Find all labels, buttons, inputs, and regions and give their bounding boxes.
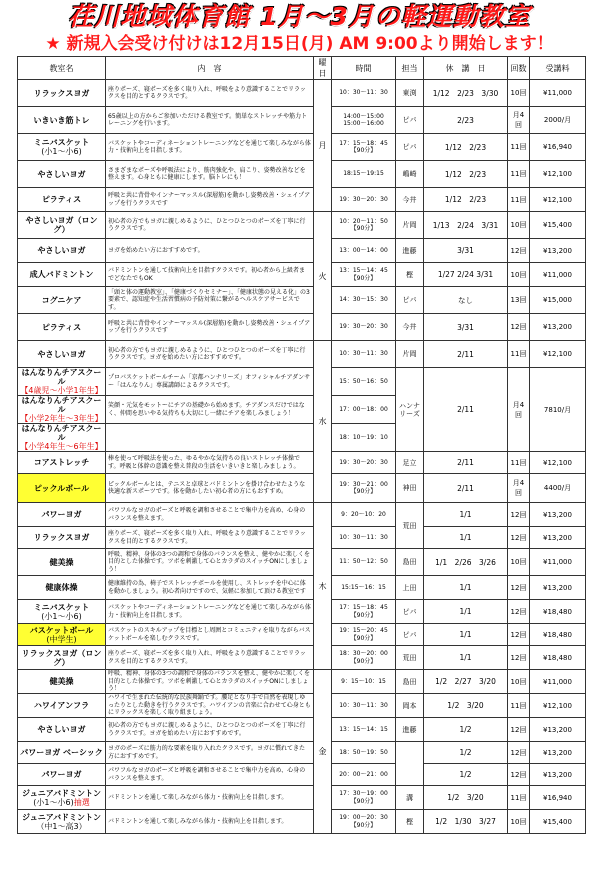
- table-row: [18, 810, 586, 834]
- class-time: 14：30～15：30: [332, 287, 396, 314]
- fee: ¥16,940: [530, 786, 586, 810]
- instructor: 島田: [396, 670, 424, 694]
- class-time: 11：50～12：50: [332, 549, 396, 576]
- class-name-main: ハワイアンフラ: [33, 701, 90, 710]
- instructor: 東渕: [396, 80, 424, 107]
- fee: ¥11,000: [530, 80, 586, 107]
- class-name-main: パワーヨガ: [41, 770, 82, 779]
- class-time: 19：00～20：30 【90分】: [332, 810, 396, 834]
- table-row: [18, 368, 586, 396]
- class-description: 初心者の方でもヨガに親しめるように、ひとつひとつのポーズを丁寧に行うクラスです。: [106, 212, 314, 239]
- table-row: [18, 600, 586, 624]
- fee: ¥12,100: [530, 188, 586, 212]
- fee: ¥11,000: [530, 263, 586, 287]
- session-count: 11回: [508, 134, 530, 161]
- session-count: 10回: [508, 810, 530, 834]
- class-description: 呼吸、精神、身体の3つの調和で身体のバランスを整え、健やかに楽しくを目的とした体操です。ツボを刺激して心とカラダのスイッチONにしましょう！: [106, 549, 314, 576]
- class-name[interactable]: [18, 341, 106, 368]
- class-description: 座りポーズ、寝ポーズを多く取り入れ、呼吸をより意識することでリラックスを目的とするクラスです。: [106, 80, 314, 107]
- class-description: [106, 424, 314, 452]
- col-header: 休 講 日: [424, 57, 508, 80]
- fee: ¥12,100: [530, 161, 586, 188]
- class-name[interactable]: [18, 527, 106, 549]
- instructor: 荒田: [396, 646, 424, 670]
- class-name-main: 健美操: [49, 677, 74, 686]
- instructor: 今井: [396, 314, 424, 341]
- class-time: 15:15～16：15: [332, 576, 396, 600]
- header-row: [18, 57, 586, 80]
- col-header: 担当: [396, 57, 424, 80]
- class-name-sub: 【4歳児～小学1年生】: [20, 386, 103, 395]
- class-time: 19：30～21：00 【90分】: [332, 474, 396, 503]
- class-name-sub: (小1～小6): [41, 147, 82, 156]
- class-description: ヨガのポーズに筋力的な要素を取り入れたクラスです。ヨガに慣れてきた方におすすめです。: [106, 742, 314, 764]
- class-name-main: やさしいヨガ: [37, 725, 86, 734]
- session-count: 10回: [508, 670, 530, 694]
- table-row: [18, 188, 586, 212]
- class-description: バスケットやコーディネーショントレーニングなどを通じて楽しみながら体力・技術向上を目指します。: [106, 134, 314, 161]
- class-time: 13：00～14：00: [332, 239, 396, 263]
- class-description: 65歳以上の方からご参加いただける教室です。簡単なストレッチや筋力トレーニングを行います。: [106, 107, 314, 134]
- fee: ¥13,200: [530, 764, 586, 786]
- class-name-sub: (小1～小6)抽選: [33, 797, 90, 807]
- class-description: バスケットのスキルアップを目標とし周囲とコミュニティを取りながらバスケットボールを楽しむクラスです。: [106, 624, 314, 646]
- class-name[interactable]: [18, 188, 106, 212]
- session-count: 13回: [508, 287, 530, 314]
- class-name[interactable]: [18, 764, 106, 786]
- col-header: 曜日: [314, 57, 332, 80]
- class-description: プロバスケットボールチーム「京都ハンナリーズ」オフィシャルチアダンサー「はんなりん」専属講師によるクラスです。: [106, 368, 314, 396]
- class-time: 9：20～10：20: [332, 503, 396, 527]
- col-header: 内 容: [106, 57, 314, 80]
- table-row: [18, 452, 586, 474]
- class-name[interactable]: [18, 161, 106, 188]
- instructor: ピパ: [396, 624, 424, 646]
- instructor: [396, 742, 424, 786]
- class-name-main: パワーヨガ ベーシック: [20, 748, 103, 757]
- class-description: 呼吸と共に背骨やインナーマッスル(深層筋)を動かし姿勢改善・シェイプアップを行うクラスです: [106, 188, 314, 212]
- class-name[interactable]: [18, 646, 106, 670]
- instructor: 嶋崎: [396, 161, 424, 188]
- class-description: 健康維持の為、椅子でストレッチボールを使用し、ストレッチを中心に体を動かしましょう。初心者向けですので、気軽に参加して頂ける教室です: [106, 576, 314, 600]
- fee: ¥13,200: [530, 314, 586, 341]
- class-description: バドミントンを通して技術向上を目指すクラスです。初心者から上級者までどなたでもOK: [106, 263, 314, 287]
- class-name[interactable]: [18, 212, 106, 239]
- class-time: 17：30～19：00 【90分】: [332, 786, 396, 810]
- notice-banner: ★ 新規入会受け付けは12月15日(月) AM 9:00より開始します！: [45, 34, 554, 54]
- class-name[interactable]: [18, 694, 106, 718]
- class-time: 18：50～19：50: [332, 742, 396, 764]
- session-count: 12回: [508, 239, 530, 263]
- class-time: 18:15～19:15: [332, 161, 396, 188]
- fee: ¥13,200: [530, 239, 586, 263]
- class-name[interactable]: [18, 107, 106, 134]
- instructor: 進藤: [396, 718, 424, 742]
- holidays: 1/27 2/24 3/31: [424, 263, 508, 287]
- session-count: 12回: [508, 764, 530, 786]
- class-time: 9：15～10：15: [332, 670, 396, 694]
- col-header: 教室名: [18, 57, 106, 80]
- class-name-sub: (中学生): [46, 634, 77, 644]
- class-name[interactable]: [18, 134, 106, 161]
- session-count: 12回: [508, 646, 530, 670]
- instructor: 片岡: [396, 341, 424, 368]
- session-count: 月4回: [508, 107, 530, 134]
- session-count: 12回: [508, 600, 530, 624]
- table-row: [18, 287, 586, 314]
- table-row: [18, 503, 586, 527]
- instructor: 神田: [396, 474, 424, 503]
- class-name-main: ミニバスケット: [33, 138, 90, 147]
- instructor: ピパ: [396, 287, 424, 314]
- class-time: 19：15～20：45 【90分】: [332, 624, 396, 646]
- class-time: 10：30～11：30: [332, 80, 396, 107]
- table-row: [18, 742, 586, 764]
- fee: ¥12,100: [530, 341, 586, 368]
- session-count: 10回: [508, 549, 530, 576]
- class-time: 10：30～11：30: [332, 527, 396, 549]
- class-name-sub: 【小学2年生～3年生】: [20, 414, 103, 423]
- instructor: ピパ: [396, 107, 424, 134]
- session-count: 12回: [508, 503, 530, 527]
- session-count: 12回: [508, 314, 530, 341]
- session-count: 11回: [508, 786, 530, 810]
- session-count: 12回: [508, 576, 530, 600]
- class-name[interactable]: [18, 742, 106, 764]
- class-name-main: ジュニアバドミントン: [21, 812, 102, 822]
- class-name[interactable]: [18, 786, 106, 810]
- fee: ¥15,000: [530, 287, 586, 314]
- class-time: 17：15～18：45 【90分】: [332, 600, 396, 624]
- class-description: バドミントンを通して楽しみながら体力・技術向上を目指します。: [106, 786, 314, 810]
- session-count: 月4回: [508, 474, 530, 503]
- table-row: [18, 694, 586, 718]
- class-name-main: ジュニアバドミントン: [21, 788, 102, 798]
- class-description: ヨガを始めたい方におすすめです。: [106, 239, 314, 263]
- class-name-main: やさしいヨガ: [37, 169, 86, 179]
- table-row: [18, 527, 586, 549]
- table-row: [18, 576, 586, 600]
- holidays: 1/1: [424, 624, 508, 646]
- class-time: 13：15～14：15: [332, 718, 396, 742]
- holidays: 2/23: [424, 107, 508, 134]
- class-name-main: はんなりんチアスクール: [21, 368, 102, 386]
- weekday: 木: [314, 503, 332, 670]
- table-row: [18, 107, 586, 134]
- class-name-main: はんなりんチアスクール: [21, 396, 102, 414]
- class-name[interactable]: [18, 503, 106, 527]
- class-description: 呼吸と共に背骨やインナーマッスル(深層筋)を動かし姿勢改善・シェイプアップを行うクラスです: [106, 314, 314, 341]
- class-description: ハワイで生まれた伝統的な民族舞踊です。腰足となり手で自然を表現しゆったりとした動きを行うクラスです。ハワイアンの音楽に合わせて心身ともにリラックスを楽しく取り組ましょう。: [106, 694, 314, 718]
- instructor: 樫: [396, 263, 424, 287]
- class-name-main: ピックルボール: [33, 483, 90, 493]
- class-name-main: 健美操: [49, 557, 74, 567]
- weekday: 水: [314, 341, 332, 503]
- class-time: 19：30～20：30: [332, 314, 396, 341]
- table-row: [18, 161, 586, 188]
- table-row: [18, 670, 586, 694]
- table-row: [18, 212, 586, 239]
- session-count: 12回: [508, 624, 530, 646]
- session-count: 11回: [508, 188, 530, 212]
- instructor: ピパ: [396, 600, 424, 624]
- instructor: 島田: [396, 549, 424, 576]
- fee: ¥18,480: [530, 600, 586, 624]
- class-name-main: バスケットボール: [29, 625, 94, 635]
- holidays: 1/13 2/24 3/31: [424, 212, 508, 239]
- holidays: 1/1: [424, 576, 508, 600]
- class-name-sub: (小1～小6): [41, 611, 82, 621]
- table-row: [18, 314, 586, 341]
- holidays: 1/12 2/23: [424, 134, 508, 161]
- fee: ¥15,400: [530, 212, 586, 239]
- class-name-main: やさしいヨガ: [37, 246, 86, 255]
- table-row: [18, 80, 586, 107]
- session-count: 11回: [508, 161, 530, 188]
- holidays: 2/11: [424, 368, 508, 452]
- class-name-sub: 【小学4年生～6年生】: [20, 442, 103, 451]
- class-name-main: リラックスヨガ: [33, 533, 90, 542]
- table-row: [18, 474, 586, 503]
- class-name-main: リラックスヨガ（ロング）: [21, 648, 102, 667]
- fee: ¥11,000: [530, 549, 586, 576]
- weekday: 金: [314, 670, 332, 834]
- table-row: [18, 239, 586, 263]
- class-time: 19：30～20：30: [332, 188, 396, 212]
- class-time: 10：30～11：30: [332, 694, 396, 718]
- class-name[interactable]: [18, 452, 106, 474]
- table-row: [18, 718, 586, 742]
- class-name-main: ピラティス: [41, 322, 82, 332]
- class-name[interactable]: [18, 239, 106, 263]
- class-description: 笑顔・元気をモットーにチアの基礎から始めます。チアダンスだけではなく、仲間を思いやる気持ちも大切にし一緒にチアを楽しみましょう！: [106, 396, 314, 424]
- class-time: 10：30～11：30: [332, 341, 396, 368]
- class-name[interactable]: [18, 287, 106, 314]
- session-count: 11回: [508, 452, 530, 474]
- fee: 2000/月: [530, 107, 586, 134]
- holidays: 2/11: [424, 452, 508, 474]
- class-name-main: やさしいヨガ: [37, 349, 86, 359]
- class-time: 10：20～11：50 【90分】: [332, 212, 396, 239]
- class-name[interactable]: [18, 810, 106, 834]
- class-time: 20：00～21：00: [332, 764, 396, 786]
- class-time: 17：00～18：00: [332, 396, 396, 424]
- class-description: 呼吸、精神、身体の3つの調和で身体のバランスを整え、健やかに楽しくを目的とした体操です。ツボを刺激して心とカラダのスイッチONにしましょう！: [106, 670, 314, 694]
- class-time: 14:00～15:00 15:00～16:00: [332, 107, 396, 134]
- table-row: [18, 263, 586, 287]
- col-header: 時間: [332, 57, 396, 80]
- session-count: 12回: [508, 718, 530, 742]
- instructor: ハンナリーズ: [396, 368, 424, 452]
- class-time: 18：10～19：10: [332, 424, 396, 452]
- holidays: 1/1: [424, 503, 508, 527]
- fee: 7810/月: [530, 368, 586, 452]
- class-description: 「頭と体の運動教室」、「健康づくりセミナー」、「健康状態の見える化」の3要素で、認知症や生活習慣病の予防対策に繋がるヘルスケアサービスです。: [106, 287, 314, 314]
- class-name[interactable]: [18, 263, 106, 287]
- table-row: [18, 786, 586, 810]
- class-name-main: ピラティス: [41, 195, 82, 204]
- instructor: ピパ: [396, 134, 424, 161]
- holidays: 1/2: [424, 764, 508, 786]
- class-name[interactable]: [18, 396, 106, 424]
- class-name-main: コアストレッチ: [33, 458, 90, 467]
- holidays: 2/11: [424, 341, 508, 368]
- session-count: 12回: [508, 742, 530, 764]
- fee: ¥18,480: [530, 624, 586, 646]
- class-name[interactable]: [18, 576, 106, 600]
- class-time: 19：30～20：30: [332, 452, 396, 474]
- holidays: 1/1: [424, 646, 508, 670]
- weekday: 火: [314, 212, 332, 341]
- session-count: 12回: [508, 527, 530, 549]
- weekday: 月: [314, 80, 332, 212]
- session-count: 11回: [508, 341, 530, 368]
- holidays: 1/2 1/30 3/27: [424, 810, 508, 834]
- class-name-main: リラックスヨガ: [33, 88, 90, 98]
- class-name-main: コグニケア: [41, 295, 82, 305]
- instructor: 片岡: [396, 212, 424, 239]
- class-time: 18：30～20：00 【90分】: [332, 646, 396, 670]
- holidays: 1/12 2/23 3/30: [424, 80, 508, 107]
- fee: ¥18,480: [530, 646, 586, 670]
- class-description: 棒を使って呼吸法を使った、ゆるやかな気持ちの良いストレッチ体操です。呼吸と体幹の意識を整え普段の生活をいきいきと楽しみましょう。: [106, 452, 314, 474]
- class-name[interactable]: [18, 474, 106, 503]
- holidays: 3/31: [424, 239, 508, 263]
- holidays: 1/2: [424, 718, 508, 742]
- class-name-main: はんなりんチアスクール: [21, 424, 102, 442]
- holidays: 1/1 2/26 3/26: [424, 549, 508, 576]
- table-row: [18, 549, 586, 576]
- fee: ¥13,200: [530, 576, 586, 600]
- class-name[interactable]: [18, 600, 106, 624]
- class-description: 初心者の方でもヨガに親しめるように、ひとつひとつのポーズを丁寧に行うクラスです。ヨガを始めたい方におすすめです。: [106, 718, 314, 742]
- class-description: さまざまなポーズや呼吸法により、筋肉強化や、肩こり、姿勢改善などを整えます。心身ともに健康にします。脳トレにも！: [106, 161, 314, 188]
- col-header: 回数: [508, 57, 530, 80]
- class-description: パワフルなヨガのポーズと呼吸を調和させることで集中力を高め、心身のバランスを整えます。: [106, 503, 314, 527]
- class-name-main: ミニバスケット: [33, 602, 90, 612]
- holidays: 1/12 2/23: [424, 188, 508, 212]
- class-time: 13：15～14：45 【90分】: [332, 263, 396, 287]
- class-name[interactable]: [18, 670, 106, 694]
- class-name-main: 健康体操: [45, 583, 78, 592]
- class-name[interactable]: [18, 314, 106, 341]
- class-description: 座りポーズ、寝ポーズを多く取り入れ、呼吸をより意識することでリラックスを目的とするクラスです。: [106, 646, 314, 670]
- instructor: 岡本: [396, 694, 424, 718]
- class-description: パワフルなヨガのポーズと呼吸を調和させることで集中力を高め、心身のバランスを整えます。: [106, 764, 314, 786]
- class-name[interactable]: [18, 80, 106, 107]
- class-description: バスケットやコーディネーショントレーニングなどを通じて楽しみながら体力・技術向上を目指します。: [106, 600, 314, 624]
- holidays: 1/2: [424, 742, 508, 764]
- class-name-main: やさしいヨガ（ロング）: [25, 216, 98, 234]
- class-name-sub: （中1～高3）: [36, 821, 87, 831]
- table-row: [18, 341, 586, 368]
- holidays: 3/31: [424, 314, 508, 341]
- fee: ¥15,400: [530, 810, 586, 834]
- class-name-main: パワーヨガ: [41, 510, 82, 519]
- col-header: 受講料: [530, 57, 586, 80]
- page-title: 荏川地域体育館 1月～3月の軽運動教室: [68, 2, 531, 31]
- class-name[interactable]: [18, 624, 106, 646]
- instructor: 樫: [396, 810, 424, 834]
- class-name[interactable]: [18, 424, 106, 452]
- instructor: 上田: [396, 576, 424, 600]
- session-count: 10回: [508, 263, 530, 287]
- instructor: 足立: [396, 452, 424, 474]
- session-count: 月4回: [508, 368, 530, 452]
- fee: ¥12,100: [530, 452, 586, 474]
- holidays: なし: [424, 287, 508, 314]
- table-row: [18, 624, 586, 646]
- fee: ¥13,200: [530, 527, 586, 549]
- instructor: 今井: [396, 188, 424, 212]
- holidays: 1/12 2/23: [424, 161, 508, 188]
- lottery-label: 抽選: [73, 797, 90, 807]
- class-time: 15：50～16：50: [332, 368, 396, 396]
- instructor: 溝: [396, 786, 424, 810]
- holidays: 1/1: [424, 600, 508, 624]
- holidays: 1/2 3/20: [424, 694, 508, 718]
- holidays: 1/2 3/20: [424, 786, 508, 810]
- schedule-table: [17, 56, 586, 834]
- class-description: バドミントンを通して楽しみながら体力・技術向上を目指します。: [106, 810, 314, 834]
- table-row: [18, 764, 586, 786]
- instructor: 進藤: [396, 239, 424, 263]
- table-row: [18, 134, 586, 161]
- class-name-main: いきいき筋トレ: [33, 115, 90, 125]
- session-count: 10回: [508, 212, 530, 239]
- class-name[interactable]: [18, 718, 106, 742]
- session-count: 11回: [508, 694, 530, 718]
- fee: ¥16,940: [530, 134, 586, 161]
- class-description: 初心者の方でもヨガに親しめるように、ひとつひとつのポーズを丁寧に行うクラスです。ヨガを始めたい方におすすめです。: [106, 341, 314, 368]
- holidays: 2/11: [424, 474, 508, 503]
- holidays: 1/1: [424, 527, 508, 549]
- fee: ¥12,100: [530, 694, 586, 718]
- fee: ¥13,200: [530, 718, 586, 742]
- fee: ¥11,000: [530, 670, 586, 694]
- session-count: 10回: [508, 80, 530, 107]
- class-name-main: 成人バドミントン: [29, 270, 94, 279]
- fee: ¥13,200: [530, 742, 586, 764]
- class-description: 座りポーズ、寝ポーズを多く取り入れ、呼吸をより意識することでリラックスを目的とするクラスです。: [106, 527, 314, 549]
- fee: ¥13,200: [530, 503, 586, 527]
- table-row: [18, 646, 586, 670]
- class-time: 17：15～18：45 【90分】: [332, 134, 396, 161]
- holidays: 1/2 2/27 3/20: [424, 670, 508, 694]
- class-name[interactable]: [18, 549, 106, 576]
- class-name[interactable]: [18, 368, 106, 396]
- instructor: 荒田: [396, 503, 424, 549]
- class-description: ピックルボールとは、テニスと卓球とバドミントンを掛け合わせたような快適な新スポーツです。体を動かしたい初心者の方にもおすすめ。: [106, 474, 314, 503]
- fee: 4400/月: [530, 474, 586, 503]
